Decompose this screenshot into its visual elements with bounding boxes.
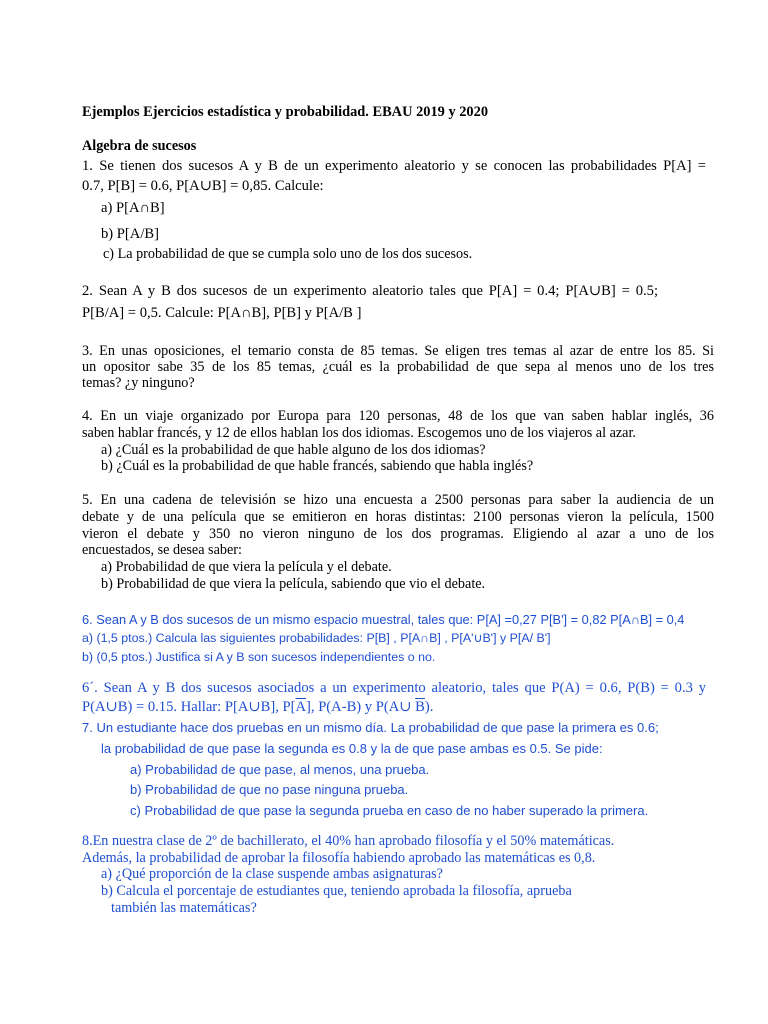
ex7-item-a: a) Probabilidad de que pase, al menos, una prueba. [130, 762, 430, 777]
ex6-line-1: 6. Sean A y B dos sucesos de un mismo espacio muestral, tales que: P[A] =0,27 P[B'] = 0,82 P[A∩B] = 0,4 [82, 612, 685, 627]
ex4-item-b: b) ¿Cuál es la probabilidad de que hable francés, sabiendo que habla inglés? [101, 458, 534, 474]
ex4-line-2: saben hablar francés, y 12 de ellos hablan los dos idiomas. Escogemos uno de los viajeros al azar. [82, 425, 636, 441]
ex7-line-1: 7. Un estudiante hace dos pruebas en un mismo día. La probabilidad de que pase la primera es 0.6; [82, 720, 659, 735]
ex4-item-a: a) ¿Cuál es la probabilidad de que hable alguno de los dos idiomas? [101, 442, 486, 458]
ex5-item-a: a) Probabilidad de que viera la película y el debate. [101, 559, 392, 575]
ex8-line-2: Además, la probabilidad de aprobar la filosofía habiendo aprobado las matemáticas es 0,8. [82, 850, 596, 866]
ex8-item-b: b) Calcula el porcentaje de estudiantes que, teniendo aprobada la filosofía, aprueba [101, 883, 572, 899]
ex4-line-1: 4. En un viaje organizado por Europa para 120 personas, 48 de los que van saben hablar inglés, 36 [82, 408, 714, 424]
section-heading: Algebra de sucesos [82, 138, 197, 154]
ex8-line-1: 8.En nuestra clase de 2º de bachillerato, el 40% han aprobado filosofía y el 50% matemáticas. [82, 833, 615, 849]
ex6-item-b: b) (0,5 ptos.) Justifica si A y B son sucesos independientes o no. [82, 650, 436, 664]
ex1-item-b: b) P[A/B] [101, 226, 159, 242]
ex1-line-1: 1. Se tienen dos sucesos A y B de un experimento aleatorio y se conocen las probabilidades P[A] = [82, 158, 706, 174]
ex3-line-1: 3. En unas oposiciones, el temario consta de 85 temas. Se eligen tres temas al azar de entre los 85. Si [82, 343, 714, 359]
ex5-line-1: 5. En una cadena de televisión se hizo una encuesta a 2500 personas para saber la audiencia de un [82, 492, 714, 508]
ex7-item-b: b) Probabilidad de que no pase ninguna prueba. [130, 782, 409, 797]
ex5-line-4: encuestados, se desea saber: [82, 542, 242, 558]
ex5-line-2: debate y de una película que se emitieron en horas distintas: 2100 personas vieron la película, 1500 [82, 509, 714, 525]
ex5-line-3: vieron el debate y 350 no vieron ninguno de los dos programas. Eligiendo al azar a uno de los [82, 526, 714, 542]
ex7-line-2: la probabilidad de que pase la segunda es 0.8 y la de que pase ambas es 0.5. Se pide: [101, 741, 603, 756]
ex1-item-a: a) P[A∩B] [101, 200, 165, 216]
ex3-line-2: un opositor sabe 35 de los 85 temas, ¿cuál es la probabilidad de que sepa al menos uno de los tres [82, 359, 714, 375]
ex8-item-a: a) ¿Qué proporción de la clase suspende ambas asignaturas? [101, 866, 443, 882]
ex1-line-2: 0.7, P[B] = 0.6, P[A∪B] = 0,85. Calcule: [82, 178, 324, 194]
ex1-item-c: c) La probabilidad de que se cumpla solo uno de los dos sucesos. [103, 246, 473, 262]
ex5-item-b: b) Probabilidad de que viera la película, sabiendo que vio el debate. [101, 576, 486, 592]
ex6-item-a: a) (1,5 ptos.) Calcula las siguientes probabilidades: P[B] , P[A∩B] , P[A'∪B'] y P[A/ B'] [82, 631, 551, 645]
ex3-line-3: temas? ¿y ninguno? [82, 375, 195, 391]
ex2-line-1: 2. Sean A y B dos sucesos de un experimento aleatorio tales que P[A] = 0.4; P[A∪B] = 0.5; [82, 283, 658, 299]
ex2-line-2: P[B/A] = 0,5. Calcule: P[A∩B], P[B] y P[A/B ] [82, 305, 362, 321]
ex6b-line-1: 6´. Sean A y B dos sucesos asociados a un experimento aleatorio, tales que P(A) = 0.6, P(B) = 0.3 y [82, 680, 706, 696]
ex8-item-b-cont: también las matemáticas? [111, 900, 257, 916]
ex6b-line-2: P(A∪B) = 0.15. Hallar: P[A∪B], $P[\overline{A}]$, P(A-B) y P(A∪ $\overline{B}$). [82, 699, 434, 715]
document-title: Ejemplos Ejercicios estadística y probabilidad. EBAU 2019 y 2020 [82, 104, 489, 120]
ex7-item-c: c) Probabilidad de que pase la segunda prueba en caso de no haber superado la primera. [130, 803, 649, 818]
